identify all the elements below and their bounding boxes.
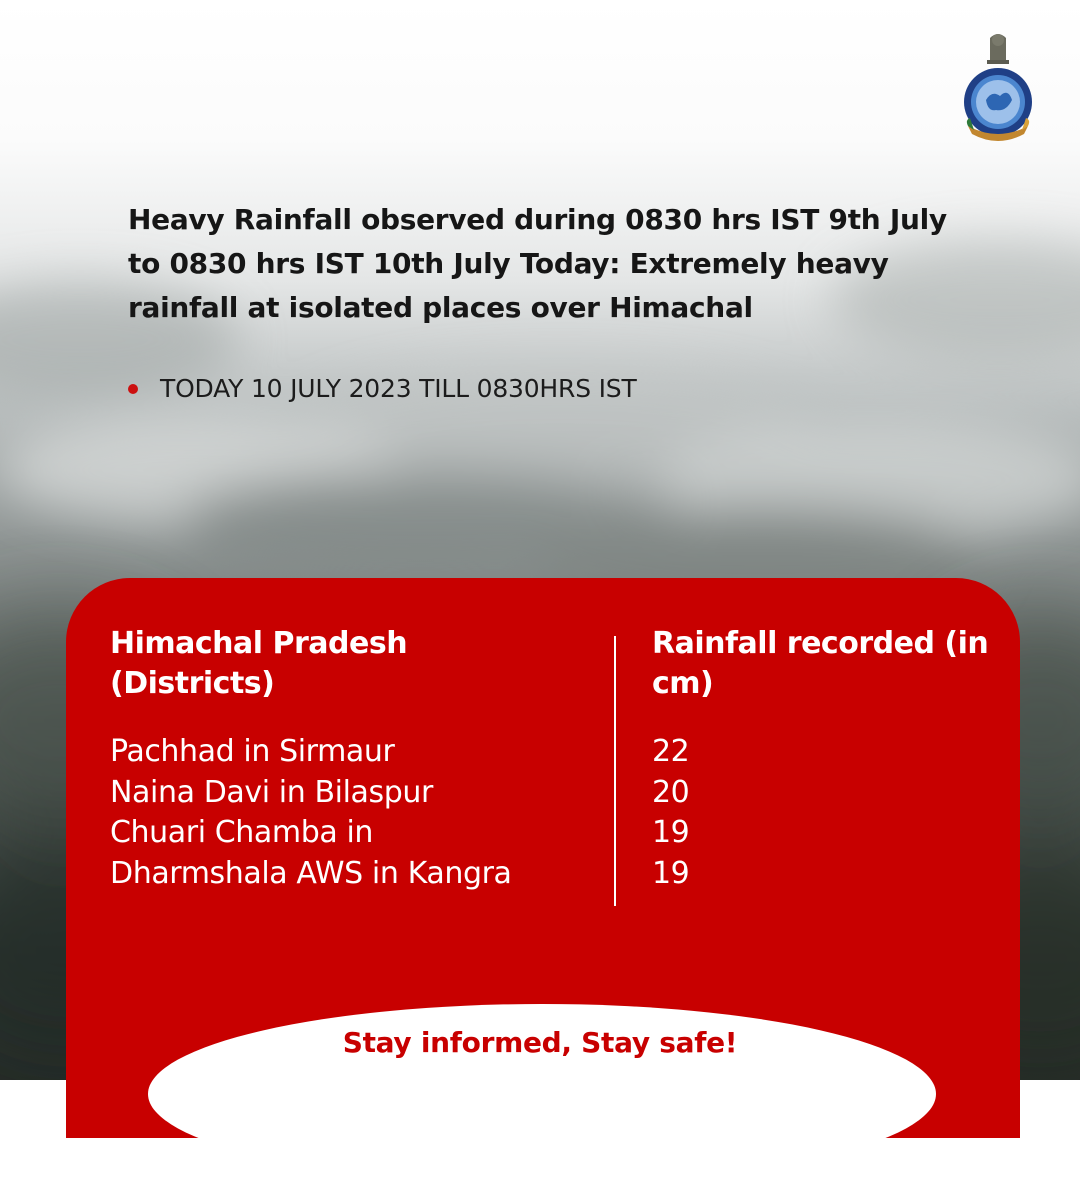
date-line: TODAY 10 JULY 2023 TILL 0830HRS IST (160, 374, 637, 403)
district-row: Pachhad in Sirmaur (110, 734, 395, 769)
rainfall-column-header: Rainfall recorded (in cm) (652, 626, 989, 701)
footer-slogan: Stay informed, Stay safe! (342, 1026, 738, 1059)
date-line-row (128, 374, 637, 403)
rainfall-value: 20 (652, 774, 690, 810)
imd-emblem-logo-icon (962, 30, 1034, 150)
district-row: Chuari Chamba in (110, 815, 374, 850)
rainfall-value: 22 (652, 734, 690, 769)
district-list (110, 732, 512, 894)
rainfall-value: 19 (652, 815, 690, 850)
rainfall-value: 19 (652, 855, 690, 891)
headline: Heavy Rainfall observed during 0830 hrs IST 9th July to 0830 hrs IST 10th July Today: Extremely heavy rainfall at isolated places over Himachal (128, 203, 947, 324)
column-divider (614, 636, 616, 906)
rainfall-list (652, 732, 689, 894)
district-column-header: Himachal Pradesh (Districts) (110, 626, 408, 701)
district-row: Naina Davi in Bilaspur (110, 774, 433, 810)
district-row: Dharmshala AWS in Kangra (110, 855, 512, 891)
red-dot-bullet-icon (128, 384, 138, 394)
